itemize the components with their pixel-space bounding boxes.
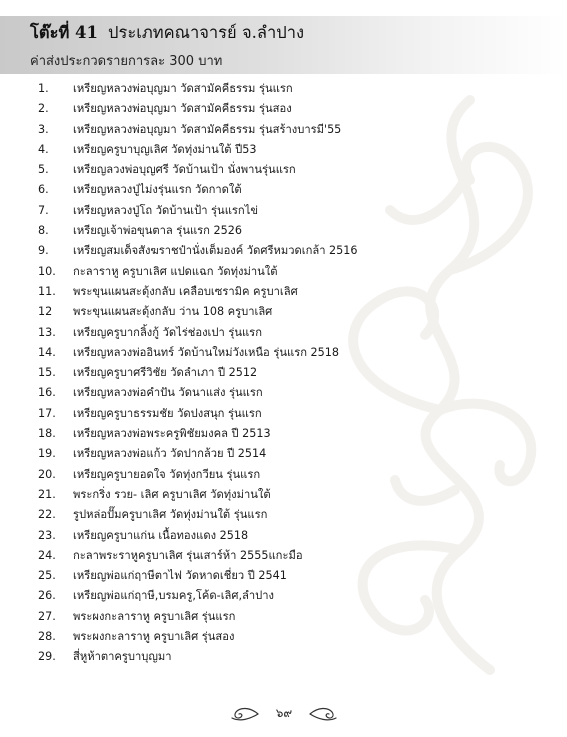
list-item bbox=[0, 607, 567, 627]
item-number: 25. bbox=[38, 569, 56, 583]
item-text: กะลาราหู ครูบาเลิศ แปดแฉก วัดทุ่งม่านใต้ bbox=[73, 264, 278, 278]
item-text: เหรียญหลวงพ่อบุญมา วัดสามัคคีธรรม รุ่นแรก bbox=[73, 82, 293, 95]
item-number: 17. bbox=[38, 406, 56, 420]
fee-note: ค่าส่งประกวดรายการละ 300 บาท bbox=[30, 54, 223, 69]
item-text: สี่หูห้าตาครูบาบุญมา bbox=[73, 650, 172, 664]
item-number: 14. bbox=[38, 345, 56, 359]
item-text: เหรียญหลวงปู่ไม่งรุ่นแรก วัดกาดใต้ bbox=[73, 183, 242, 197]
list-item bbox=[0, 586, 567, 606]
item-number: 6. bbox=[38, 183, 49, 197]
item-number: 1. bbox=[38, 82, 49, 95]
item-number: 11. bbox=[38, 284, 56, 298]
item-number: 24. bbox=[38, 548, 56, 562]
list-item bbox=[0, 383, 567, 403]
item-number: 2. bbox=[38, 102, 49, 116]
list-item bbox=[0, 363, 567, 383]
item-number: 18. bbox=[38, 427, 56, 441]
item-number: 22. bbox=[38, 508, 56, 522]
item-number: 23. bbox=[38, 528, 56, 542]
list-item bbox=[0, 647, 567, 667]
list-item bbox=[0, 79, 567, 99]
item-number: 12 bbox=[38, 305, 53, 319]
item-number: 29. bbox=[38, 650, 56, 664]
item-text: เหรียญหลวงพ่ออินทร์ วัดบ้านใหม่วังเหนือ รุ่นแรก 2518 bbox=[73, 345, 340, 359]
item-list bbox=[0, 79, 567, 668]
item-number: 20. bbox=[38, 467, 56, 481]
list-item bbox=[0, 404, 567, 424]
item-text: เหรียญครูบาธรรมชัย วัดปงสนุก รุ่นแรก bbox=[73, 406, 262, 420]
item-text: เหรียญหลวงพ่อแก้ว วัดปากล้วย ปี 2514 bbox=[73, 447, 267, 461]
list-item bbox=[0, 323, 567, 343]
list-item bbox=[0, 221, 567, 241]
item-text: เหรียญครูบากลิ้งกู้ วัดไร่ช่องเปา รุ่นแรก bbox=[73, 325, 262, 339]
list-item bbox=[0, 444, 567, 464]
item-number: 16. bbox=[38, 386, 56, 400]
item-text: พระผงกะลาราหู ครูบาเลิศ รุ่นสอง bbox=[73, 630, 235, 644]
item-text: เหรียญหลวงพ่อพระครูพิชัยมงคล ปี 2513 bbox=[73, 427, 271, 441]
item-number: 15. bbox=[38, 366, 56, 380]
list-item bbox=[0, 465, 567, 485]
item-number: 10. bbox=[38, 264, 56, 278]
list-item bbox=[0, 566, 567, 586]
item-text: พระกริ่ง รวย- เลิศ ครูบาเลิศ วัดทุ่งม่านใต้ bbox=[73, 487, 271, 501]
list-item bbox=[0, 99, 567, 119]
item-text: เหรียญหลวงพ่อคำปัน วัดนาแส่ง รุ่นแรก bbox=[73, 386, 263, 400]
item-text: พระขุนแผนสะดุ้งกลับ เคลือบเซรามิค ครูบาเลิศ bbox=[73, 284, 298, 298]
item-text: เหรียญครูบาบุญเลิศ วัดทุ่งม่านใต้ ปี53 bbox=[73, 142, 257, 156]
item-number: 5. bbox=[38, 163, 49, 177]
item-number: 7. bbox=[38, 203, 49, 217]
table-label: โต๊ะที่ 41 bbox=[30, 23, 99, 42]
item-text: รูปหล่อปั๊มครูบาเลิศ วัดทุ่งม่านใต้ รุ่นแรก bbox=[73, 508, 268, 522]
item-number: 21. bbox=[38, 487, 56, 501]
item-number: 4. bbox=[38, 142, 49, 156]
item-number: 28. bbox=[38, 630, 56, 644]
item-text: กะลาพระราหูครูบาเลิศ รุ่นเสาร์ห้า 2555แกะมือ bbox=[73, 548, 303, 562]
item-text: เหรียญลวงพ่อบุญศรี วัดบ้านเป้า นั่งพานรุ่นแรก bbox=[73, 163, 296, 177]
item-text: เหรียญหลวงปู่โถ วัดบ้านเป้า รุ่นแรกไข่ bbox=[73, 203, 258, 217]
header-title bbox=[30, 20, 304, 46]
item-text: พระขุนแผนสะดุ้งกลับ ว่าน 108 ครูบาเลิศ bbox=[73, 305, 273, 319]
list-item bbox=[0, 282, 567, 302]
item-number: 9. bbox=[38, 244, 49, 258]
page-number: ๖๙ bbox=[275, 706, 293, 720]
item-text: เหรียญหลวงพ่อบุญมา วัดสามัคคีธรรม รุ่นสร้างบารมี'55 bbox=[73, 122, 342, 136]
item-number: 26. bbox=[38, 589, 56, 603]
item-text: เหรียญครูบายอดใจ วัดทุ่งกวียน รุ่นแรก bbox=[73, 467, 261, 481]
list-item bbox=[0, 526, 567, 546]
category-title: ประเภทคณาจารย์ จ.ลำปาง bbox=[108, 23, 305, 42]
list-item bbox=[0, 140, 567, 160]
list-item bbox=[0, 302, 567, 322]
item-text: เหรียญหลวงพ่อบุญมา วัดสามัคคีธรรม รุ่นสอง bbox=[73, 102, 292, 116]
list-item bbox=[0, 546, 567, 566]
item-number: 27. bbox=[38, 609, 56, 623]
list-item bbox=[0, 201, 567, 221]
list-item bbox=[0, 241, 567, 261]
list-item bbox=[0, 180, 567, 200]
list-item bbox=[0, 424, 567, 444]
item-text: เหรียญเจ้าพ่อขุนตาล รุ่นแรก 2526 bbox=[73, 224, 242, 238]
item-number: 8. bbox=[38, 224, 49, 238]
item-number: 3. bbox=[38, 122, 49, 136]
list-item bbox=[0, 160, 567, 180]
list-item bbox=[0, 627, 567, 647]
list-item bbox=[0, 120, 567, 140]
item-text: เหรียญครูบาศรีวิชัย วัดลำเภา ปี 2512 bbox=[73, 366, 258, 380]
item-text: เหรียญสมเด็จสังฆราชป๋านั่งเต็มองค์ วัดศรีหมวดเกล้า 2516 bbox=[73, 244, 358, 258]
item-number: 19. bbox=[38, 447, 56, 461]
item-text: เหรียญพ่อแก่ฤาษี,บรมครู,โค้ด-เลิศ,ลำปาง bbox=[73, 589, 275, 603]
list-item bbox=[0, 505, 567, 525]
item-text: พระผงกะลาราหู ครูบาเลิศ รุ่นแรก bbox=[73, 609, 236, 623]
list-item bbox=[0, 262, 567, 282]
list-item bbox=[0, 485, 567, 505]
item-number: 13. bbox=[38, 325, 56, 339]
list-item bbox=[0, 343, 567, 363]
item-text: เหรียญครูบาแก่น เนื้อทองแดง 2518 bbox=[73, 528, 249, 542]
item-text: เหรียญพ่อแก่ฤาษีตาไฟ วัดหาดเชี่ยว ปี 2541 bbox=[73, 569, 287, 583]
